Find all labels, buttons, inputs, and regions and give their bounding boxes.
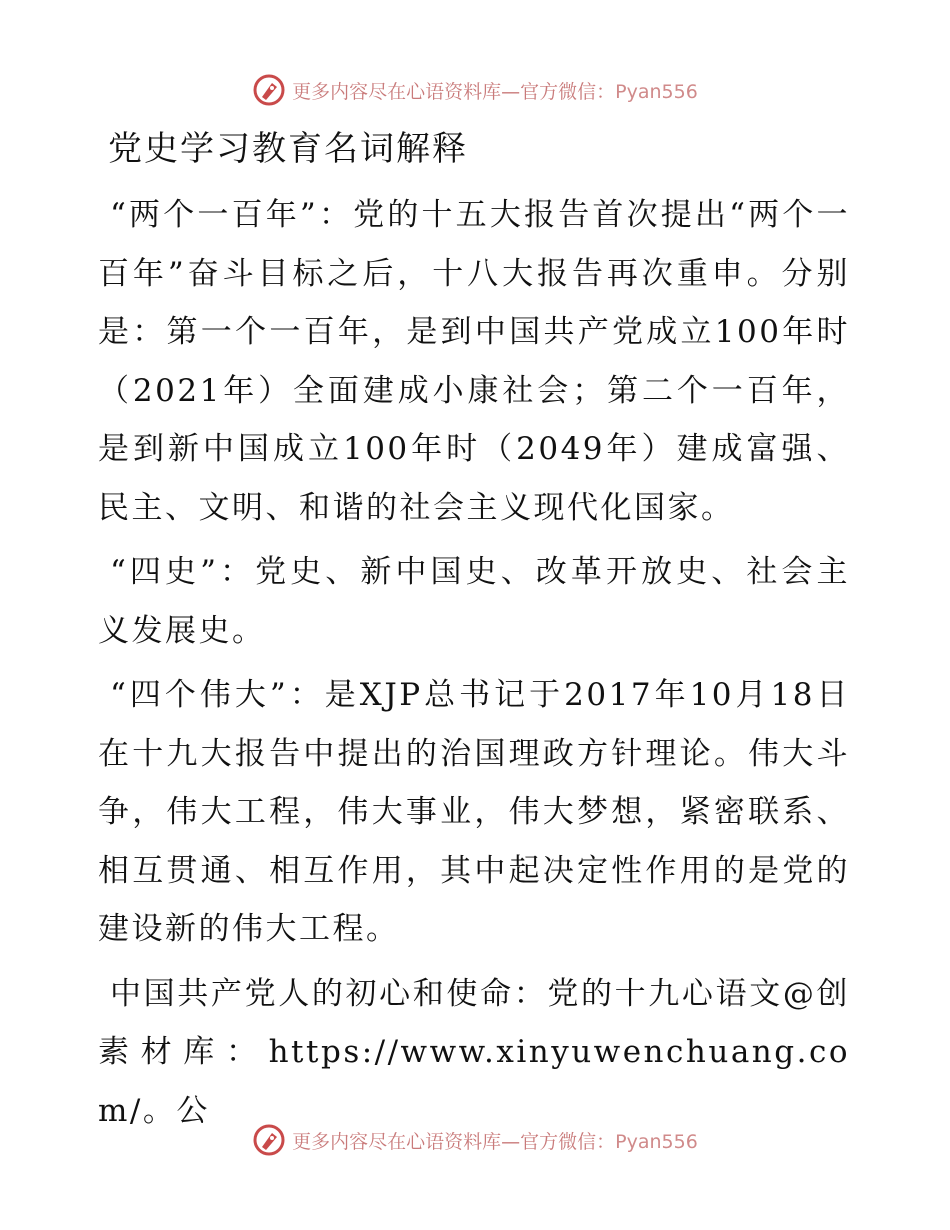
watermark-account: Pyan556 (615, 1130, 698, 1153)
watermark-text: 更多内容尽在心语资料库—官方微信：Pyan556 (292, 80, 698, 103)
footer-watermark (0, 1120, 950, 1160)
header-watermark (0, 70, 950, 110)
document-body (98, 120, 850, 1146)
watermark-text: 更多内容尽在心语资料库—官方微信：Pyan556 (292, 1130, 698, 1153)
paragraph-four-histories: “四史”：党史、新中国史、改革开放史、社会主义发展史。 (98, 554, 850, 649)
watermark-account: Pyan556 (615, 80, 698, 103)
pen-nib-logo-icon (252, 73, 286, 107)
paragraph-original-mission: 中国共产党人的初心和使命：党的十九心语文@创素材库：https://www.xinyuwenchuang.com/。公 (98, 975, 850, 1129)
document-title: 党史学习教育名词解释 (108, 129, 468, 169)
pen-nib-logo-icon (252, 1123, 286, 1157)
paragraph-two-centenary: “两个一百年”：党的十五大报告首次提出“两个一百年”奋斗目标之后，十八大报告再次重申。分别是：第一个一百年，是到中国共产党成立100年时（2021年）全面建成小康社会；第二个一百年，是到新中国成立100年时（2049年）建成富强、民主、文明、和谐的社会主义现代化国家。 (98, 197, 850, 526)
paragraph-four-greats: “四个伟大”：是XJP总书记于2017年10月18日在十九大报告中提出的治国理政方针理论。伟大斗争，伟大工程，伟大事业，伟大梦想，紧密联系、相互贯通、相互作用，其中起决定性作用的是党的建设新的伟大工程。 (98, 677, 850, 947)
